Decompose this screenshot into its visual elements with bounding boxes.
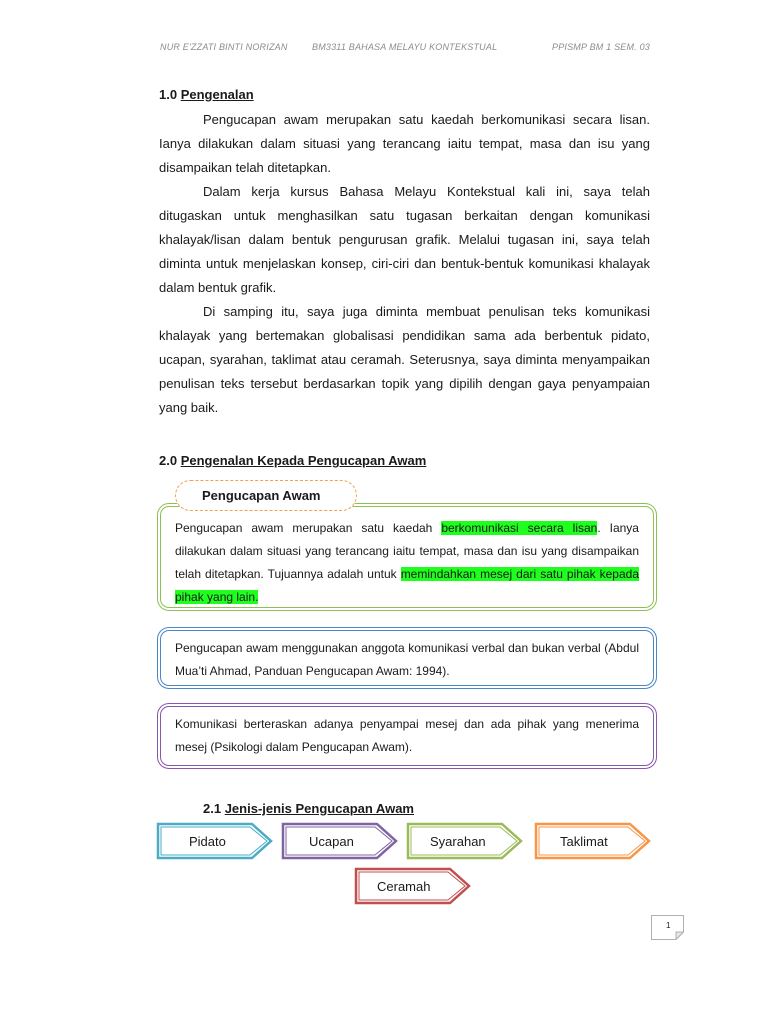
definition-highlight-2: memindahkan mesej dari satu pihak kepada pihak yang lain.	[175, 567, 639, 604]
definition-part-2: . Ianya dilakukan dalam situasi yang terancang iaitu tempat, masa dan isu yang disampaikan telah ditetapkan. Tujuannya adalah untuk	[175, 521, 639, 581]
definition-box-green	[157, 503, 657, 611]
section-1-number: 1.0	[159, 87, 178, 102]
type-label-ceramah: Ceramah	[377, 878, 431, 894]
type-label-ucapan: Ucapan	[309, 833, 354, 849]
type-arrow-ceramah	[354, 867, 472, 905]
paragraph-3-text: Di samping itu, saya juga diminta membuat penulisan teks komunikasi khalayak yang bertemakan globalisasi pendidikan sama ada berbentuk pidato, ucapan, syarahan, taklimat atau ceramah. Seterusnya, saya diminta menyampaikan penulisan teks tersebut berdasarkan topik yang dipilih dengan gaya penyampaian yang baik.	[159, 304, 650, 415]
type-arrow-ucapan	[281, 822, 399, 860]
header-program: PPISMP BM 1 SEM. 03	[552, 42, 650, 52]
section-1-heading	[159, 87, 254, 102]
communication-text: Komunikasi berteraskan adanya penyampai mesej dan ada pihak yang menerima mesej (Psikologi dalam Pengucapan Awam).	[175, 717, 639, 754]
paragraph-3	[159, 300, 650, 420]
definition-highlight-1: berkomunikasi secara lisan	[441, 521, 598, 535]
type-label-syarahan: Syarahan	[430, 833, 486, 849]
type-label-pidato: Pidato	[189, 833, 226, 849]
section-2-1-heading	[203, 801, 414, 816]
section-2-heading	[159, 453, 426, 468]
bubble-title-text: Pengucapan Awam	[202, 488, 321, 503]
section-1-title: Pengenalan	[180, 87, 254, 102]
header-author: NUR E'ZZATI BINTI NORIZAN	[160, 42, 288, 52]
page-number-box	[651, 915, 684, 940]
definition-part-1: Pengucapan awam merupakan satu kaedah	[175, 521, 442, 535]
page-header	[160, 42, 650, 56]
header-course: BM3311 BAHASA MELAYU KONTEKSTUAL	[312, 42, 498, 52]
type-arrow-syarahan	[406, 822, 524, 860]
paragraph-1	[159, 108, 650, 180]
definition-text	[175, 517, 639, 609]
type-arrow-pidato	[156, 822, 274, 860]
verbal-text: Pengucapan awam menggunakan anggota komunikasi verbal dan bukan verbal (Abdul Mua’ti Ahmad, Panduan Pengucapan Awam: 1994).	[175, 641, 639, 678]
paragraph-2-text: Dalam kerja kursus Bahasa Melayu Kontekstual kali ini, saya telah ditugaskan untuk menghasilkan satu tugasan berkaitan dengan komunikasi khalayak/lisan dalam bentuk pengurusan grafik. Melalui tugasan ini, saya telah diminta untuk menjelaskan konsep, ciri-ciri dan bentuk-bentuk komunikasi khalayak dalam bentuk grafik.	[159, 184, 650, 295]
section-2-title: Pengenalan Kepada Pengucapan Awam	[180, 453, 427, 468]
section-2-number: 2.0	[159, 453, 178, 468]
section-2-1-title: Jenis-jenis Pengucapan Awam	[224, 801, 414, 816]
verbal-box-blue	[157, 627, 657, 689]
type-arrow-taklimat	[534, 822, 652, 860]
page-number: 1	[666, 921, 671, 930]
paragraph-1-text: Pengucapan awam merupakan satu kaedah berkomunikasi secara lisan. Ianya dilakukan dalam situasi yang terancang iaitu tempat, masa dan isu yang disampaikan telah ditetapkan.	[159, 112, 650, 175]
section-2-1-number: 2.1	[203, 801, 222, 816]
communication-box-purple	[157, 703, 657, 769]
paragraph-2	[159, 180, 650, 300]
type-label-taklimat: Taklimat	[560, 833, 608, 849]
pengucapan-awam-bubble	[175, 480, 357, 511]
